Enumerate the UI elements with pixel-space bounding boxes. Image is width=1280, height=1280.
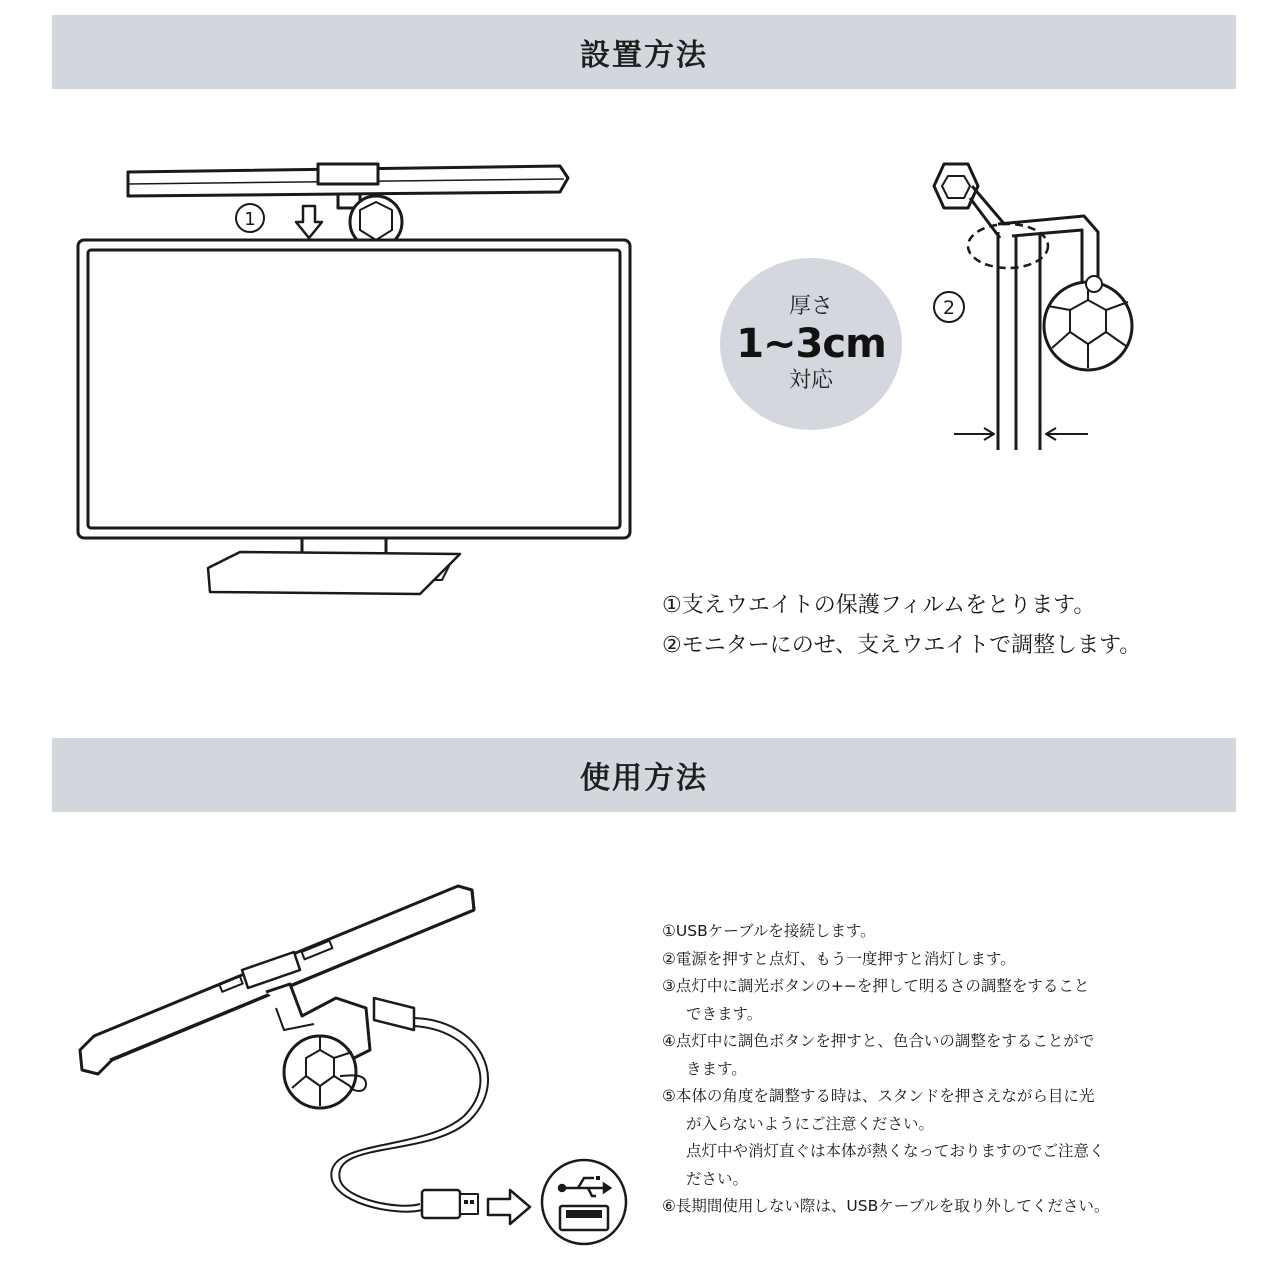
section-header-installation — [52, 15, 1236, 89]
usage-step-4-cont: きます。 — [686, 1059, 747, 1078]
usage-step-5-note-cont: ださい。 — [686, 1169, 749, 1188]
section-title: 設置方法 — [580, 38, 708, 73]
usage-step-6: ⑥長期間使用しない際は、USBケーブルを取り外してください。 — [662, 1197, 1110, 1215]
badge-label-thickness: 厚さ — [788, 294, 833, 319]
usage-step-5: ⑤本体の角度を調整する時は、スタンドを押さえながら目に光 — [662, 1087, 1095, 1105]
clamp-side-illustration — [912, 150, 1152, 460]
usage-step-2: ②電源を押すと点灯、もう一度押すと消灯します。 — [662, 949, 1016, 968]
usage-step-4: ④点灯中に調色ボタンを押すと、色合いの調整をすることがで — [662, 1032, 1095, 1050]
install-step-1: ①支えウエイトの保護フィルムをとります。 — [662, 593, 1096, 618]
badge-label-compatible: 対応 — [788, 368, 833, 393]
usage-step-3: ③点灯中に調光ボタンの+−を押して明るさの調整をすること — [662, 977, 1090, 995]
badge-value-range: 1~3cm — [736, 321, 886, 367]
down-arrow-icon — [294, 204, 324, 240]
usb-icon — [538, 1158, 630, 1246]
thickness-badge — [720, 258, 902, 430]
svg-text:2: 2 — [942, 297, 956, 319]
right-arrow-icon — [486, 1188, 532, 1226]
usage-step-3-cont: できます。 — [686, 1004, 763, 1023]
usage-step-5-cont: が入らないようにご注意ください。 — [686, 1114, 935, 1133]
usage-step-5-note: 点灯中や消灯直ぐは本体が熱くなっておりますのでご注意く — [686, 1142, 1105, 1160]
section-header-usage — [52, 738, 1236, 812]
install-step-2: ②モニターにのせ、支えウエイトで調整します。 — [662, 633, 1142, 658]
installation-instructions — [662, 586, 1262, 666]
section-title: 使用方法 — [580, 761, 708, 796]
usage-step-1: ①USBケーブルを接続します。 — [662, 922, 876, 940]
monitor-illustration — [70, 150, 650, 610]
usage-instructions — [662, 918, 1242, 1221]
svg-text:1: 1 — [244, 209, 256, 230]
